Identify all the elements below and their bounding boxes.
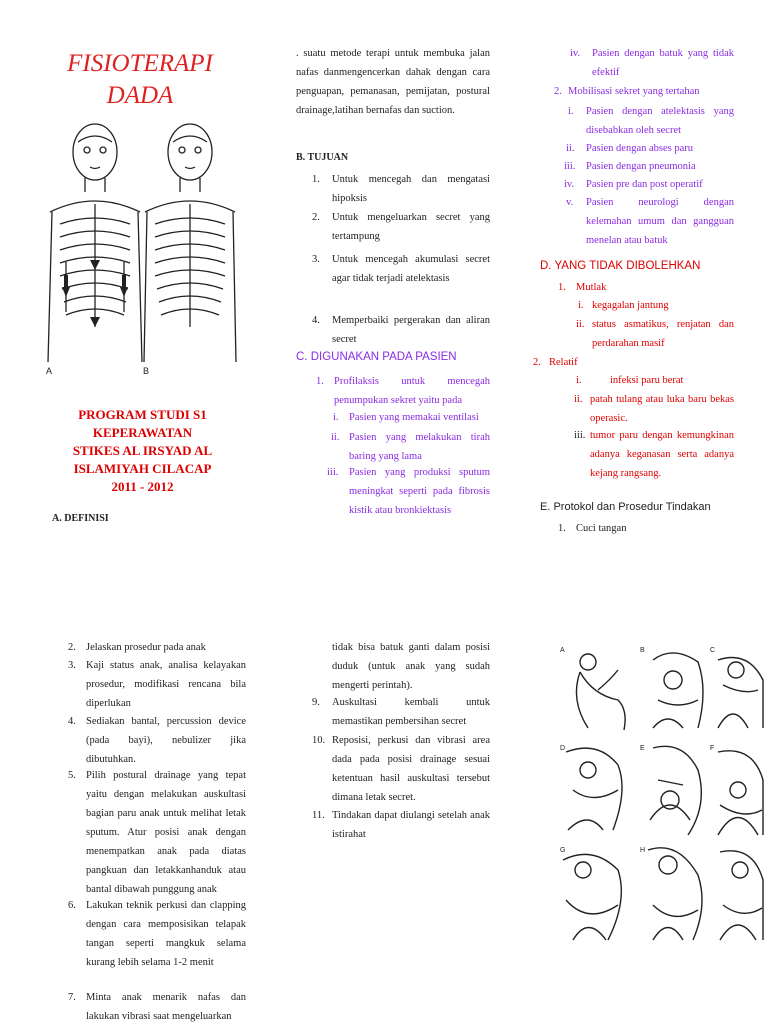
- list-item: [566, 193, 734, 250]
- list-item: [554, 82, 734, 101]
- list-item-number: iv.: [570, 48, 581, 59]
- list-item: [68, 766, 246, 899]
- list-item-number: 3.: [312, 254, 320, 265]
- list-item: [68, 712, 246, 769]
- list-item: [316, 372, 490, 410]
- list-item-number: ii.: [574, 394, 583, 405]
- section-protokol: E. Protokol dan Prosedur Tindakan: [540, 501, 711, 513]
- list-item-text: kegagalan jantung: [592, 300, 669, 311]
- list-item-text: Minta anak menarik nafas dan lakukan vibrasi saat mengeluarkan: [86, 992, 246, 1022]
- list-item-number: v.: [566, 197, 574, 208]
- list-item-number: 3.: [68, 660, 76, 671]
- fig-label-c: C: [710, 647, 716, 654]
- list-item-number: 1.: [558, 282, 566, 293]
- list-item-text: Tindakan dapat diulangi setelah anak istirahat: [332, 810, 490, 840]
- list-item-text: infeksi paru berat: [610, 375, 684, 386]
- list-item-text: Profilaksis untuk mencegah penumpukan sekret yaitu pada: [334, 376, 490, 406]
- postural-drainage-illustrations: [558, 640, 768, 946]
- list-item: [312, 806, 490, 844]
- text-line: ISLAMIYAH CILACAP: [73, 461, 212, 476]
- step-8-continued: tidak bisa batuk ganti dalam posisi duduk (untuk anak yang sudah mengerti perintah).: [332, 642, 490, 691]
- list-item-number: 4.: [68, 716, 76, 727]
- figure-label-b: B: [143, 366, 150, 376]
- list-item: [312, 693, 490, 731]
- list-item: [68, 638, 246, 657]
- section-definisi: A. DEFINISI: [52, 513, 109, 524]
- program-info: [55, 406, 230, 496]
- list-item-text: Pasien pre dan post operatif: [586, 179, 703, 190]
- list-item-text: tumor paru dengan kemungkinan adanya keganasan serta adanya kejang rangsang.: [590, 430, 734, 479]
- list-item-number: iii.: [327, 467, 339, 478]
- list-item: [312, 731, 490, 807]
- list-item-text: Mutlak: [576, 282, 607, 293]
- fig-label-h: H: [640, 847, 646, 854]
- list-item-text: patah tulang atau luka baru bekas operasic.: [590, 394, 734, 424]
- list-item: [558, 278, 734, 297]
- list-item: [564, 175, 734, 194]
- list-item-number: 1.: [312, 174, 320, 185]
- fig-label-b: B: [640, 647, 645, 654]
- list-item-text: Untuk mencegah akumulasi secret agar tidak terjadi atelektasis: [332, 254, 490, 284]
- list-item-text: Pilih postural drainage yang tepat yaitu dengan melakukan auskultasi bagian paru anak untuk melihat letak sputum. Atur posisi anak dengan menempatkan anak pada diatas pangkuan dan letakkanhanduk atau bantal dibawah punggung anak: [86, 770, 246, 895]
- fig-label-g: G: [560, 847, 566, 854]
- document-title: [40, 48, 240, 112]
- definition-text: . suatu metode terapi untuk membuka jalan nafas danmengencerkan dahak dengan cara penguapan, pemanasan, pemijatan, postural drainage,latihan bernafas dan suction.: [296, 48, 490, 116]
- list-item-number: 2.: [533, 357, 541, 368]
- text-line: FISIOTERAPI: [67, 50, 213, 77]
- list-item: [574, 426, 734, 483]
- list-item-number: 2.: [312, 212, 320, 223]
- list-item-text: Kaji status anak, analisa kelayakan prosedur, modifikasi rencana bila diperlukan: [86, 660, 246, 709]
- list-item: [568, 102, 734, 140]
- list-item-number: 5.: [68, 770, 76, 781]
- list-item-number: 7.: [68, 992, 76, 1003]
- text-line: DADA: [106, 82, 174, 109]
- list-item-number: i.: [578, 300, 584, 311]
- list-item: [327, 463, 490, 520]
- list-item: [558, 519, 734, 538]
- text-line: KEPERAWATAN: [92, 425, 193, 440]
- list-item-text: Auskultasi kembali untuk memastikan pembersihan secret: [332, 697, 490, 727]
- list-item-text: Memperbaiki pergerakan dan aliran secret: [332, 315, 490, 345]
- list-item: [68, 896, 246, 972]
- list-item-number: iii.: [564, 161, 576, 172]
- list-item-text: Sediakan bantal, percussion device (pada bayi), nebulizer jika dibutuhkan.: [86, 716, 246, 765]
- list-item-number: 2.: [68, 642, 76, 653]
- list-item-text: status asmatikus, renjatan dan perdarahan masif: [592, 319, 734, 349]
- list-item: [312, 250, 490, 288]
- text-line: PROGRAM STUDI S1: [78, 407, 207, 422]
- list-item-number: 1.: [316, 376, 324, 387]
- list-item-text: Untuk mengeluarkan secret yang tertampung: [332, 212, 490, 242]
- list-item-text: Lakukan teknik perkusi dan clapping dengan cara memposisikan telapak tangan seperti mangkuk selama kurang lebih selama 1-2 menit: [86, 900, 246, 968]
- list-item-text: Pasien dengan abses paru: [586, 143, 694, 154]
- list-item-number: ii.: [331, 432, 340, 443]
- list-item: [68, 656, 246, 713]
- list-item: [333, 408, 490, 427]
- list-item-text: Cuci tangan: [576, 523, 627, 534]
- list-item-text: Pasien yang melakukan tirah baring yang lama: [349, 432, 490, 462]
- fig-label-e: E: [640, 745, 645, 752]
- section-tujuan: B. TUJUAN: [296, 152, 349, 163]
- list-item-number: iii.: [574, 430, 586, 441]
- list-item: [312, 208, 490, 246]
- list-item-text: Reposisi, perkusi dan vibrasi area dada pada posisi drainage sesuai ketentuan hasil auskultasi tersebut dimana letak secret.: [332, 735, 490, 803]
- list-item-text: Jelaskan prosedur pada anak: [86, 642, 206, 653]
- list-item-text: Pasien dengan pneumonia: [586, 161, 696, 172]
- list-item-number: iv.: [564, 179, 575, 190]
- list-item-number: i.: [333, 412, 339, 423]
- list-item-text: Mobilisasi sekret yang tertahan: [568, 86, 700, 97]
- list-item-text: Pasien dengan atelektasis yang disebabkan oleh secret: [586, 106, 734, 136]
- list-item-text: Relatif: [549, 357, 578, 368]
- list-item: [576, 315, 734, 353]
- list-item: [312, 311, 490, 349]
- list-item-text: Pasien neurologi dengan kelemahan umum dan gangguan menelan atau batuk: [586, 197, 734, 246]
- list-item-text: Untuk mencegah dan mengatasi hipoksis: [332, 174, 490, 204]
- list-item-number: 10.: [312, 735, 326, 746]
- chest-anatomy-figure: [40, 112, 240, 382]
- list-item-number: 2.: [554, 86, 562, 97]
- list-item-number: 11.: [312, 810, 325, 821]
- list-item-number: 4.: [312, 315, 320, 326]
- list-item-number: 1.: [558, 523, 566, 534]
- list-item: [574, 390, 734, 428]
- list-item-number: i.: [576, 375, 582, 386]
- list-item-text: Pasien yang memakai ventilasi: [349, 412, 479, 423]
- list-item: [564, 157, 734, 176]
- list-item-number: i.: [568, 106, 574, 117]
- list-item: [570, 44, 734, 82]
- text-line: 2011 - 2012: [111, 479, 174, 494]
- list-item: [576, 371, 734, 390]
- list-item: [566, 139, 734, 158]
- list-item-number: 6.: [68, 900, 76, 911]
- section-tidak-dibolehkan: D. YANG TIDAK DIBOLEHKAN: [540, 260, 701, 272]
- list-item-text: Pasien dengan batuk yang tidak efektif: [592, 48, 734, 78]
- text-line: STIKES AL IRSYAD AL: [72, 443, 213, 458]
- list-item: [312, 170, 490, 208]
- list-item: [68, 988, 246, 1026]
- list-item: [578, 296, 734, 315]
- list-item: [533, 353, 733, 372]
- fig-label-f: F: [710, 745, 715, 752]
- list-item-text: Pasien yang produksi sputum meningkat seperti pada fibrosis kistik atau bronkiektasis: [349, 467, 490, 516]
- list-item-number: 9.: [312, 697, 320, 708]
- figure-label-a: A: [46, 366, 53, 376]
- list-item: [331, 428, 490, 466]
- fig-label-d: D: [560, 745, 566, 752]
- list-item-number: ii.: [566, 143, 575, 154]
- list-item-number: ii.: [576, 319, 585, 330]
- fig-label-a: A: [560, 647, 565, 654]
- section-digunakan: C. DIGUNAKAN PADA PASIEN: [296, 351, 457, 363]
